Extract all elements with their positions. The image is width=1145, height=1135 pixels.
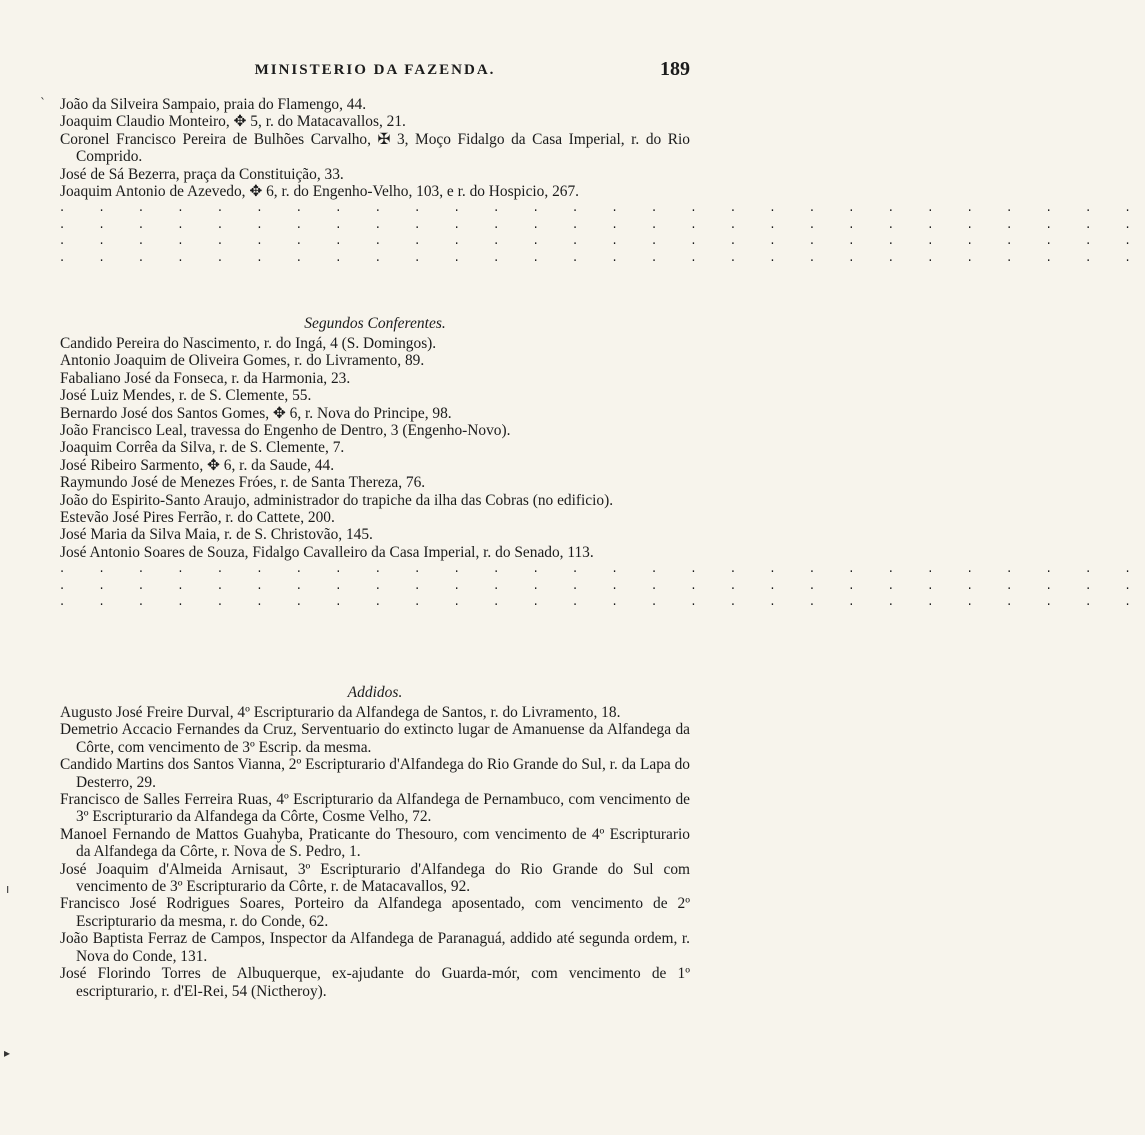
list-item: Estevão José Pires Ferrão, r. do Cattete, 200. bbox=[60, 509, 335, 527]
segundos-conferentes-section bbox=[60, 313, 1145, 611]
margin-mark: ▸ bbox=[4, 1046, 11, 1060]
ellipsis-row: . . . . . . . . . . . . . . . . . . . . . . . . . . . . bbox=[60, 561, 1145, 577]
list-item: Manoel Fernando de Mattos Guahyba, Praticante do Thesouro, com vencimento de 4º Escripturario da Alfandega da Côrte, r. Nova de S. Pedro, 1. bbox=[60, 825, 690, 861]
section-heading: Segundos Conferentes. bbox=[304, 315, 446, 332]
ellipsis-row: . . . . . . . . . . . . . . . . . . . . . . . . . . . . bbox=[60, 233, 1145, 249]
margin-mark: ˋ bbox=[40, 96, 46, 110]
ellipsis-row: . . . . . . . . . . . . . . . . . . . . . . . . . . . . bbox=[60, 577, 1145, 593]
list-item: Antonio Joaquim de Oliveira Gomes, r. do Livramento, 89. bbox=[60, 352, 425, 370]
list-item: José de Sá Bezerra, praça da Constituição, 33. bbox=[60, 165, 344, 183]
list-item: José Luiz Mendes, r. de S. Clemente, 55. bbox=[60, 387, 312, 405]
list-item: Candido Martins dos Santos Vianna, 2º Escripturario d'Alfandega do Rio Grande do Sul, r. da Lapa do Desterro, 29. bbox=[60, 756, 690, 791]
page-number: 189 bbox=[660, 58, 690, 80]
ellipsis-row: . . . . . . . . . . . . . . . . . . . . . . . . . . . . bbox=[60, 216, 1145, 232]
list-item: João do Espirito-Santo Araujo, administrador do trapiche da ilha das Cobras (no edificio). bbox=[60, 491, 614, 509]
list-item: José Joaquim d'Almeida Arnisaut, 3º Escripturario d'Alfandega do Rio Grande do Sul com vencimento de 3º Escripturario da Côrte, r. de Matacavallos, 92. bbox=[60, 860, 690, 896]
list-item: Raymundo José de Menezes Fróes, r. de Santa Thereza, 76. bbox=[60, 474, 426, 492]
page-header bbox=[60, 58, 690, 88]
list-item: Demetrio Accacio Fernandes da Cruz, Serventuario do extincto lugar de Amanuense da Alfandega da Côrte, com vencimento de 3º Escrip. da mesma. bbox=[60, 721, 690, 756]
list-item: João Francisco Leal, travessa do Engenho de Dentro, 3 (Engenho-Novo). bbox=[60, 422, 511, 440]
list-item: Candido Pereira do Nascimento, r. do Ingá, 4 (S. Domingos). bbox=[60, 335, 437, 352]
margin-mark: ı bbox=[6, 882, 10, 896]
list-item: José Antonio Soares de Souza, Fidalgo Cavalleiro da Casa Imperial, r. do Senado, 113. bbox=[60, 543, 594, 561]
ellipsis-row: . . . . . . . . . . . . . . . . . . . . . . . . . . . . bbox=[60, 594, 1145, 610]
top-entries bbox=[60, 96, 1145, 266]
list-item: João da Silveira Sampaio, praia do Flamengo, 44. bbox=[60, 96, 367, 113]
list-item: Coronel Francisco Pereira de Bulhões Carvalho, ✠ 3, Moço Fidalgo da Casa Imperial, r. do Rio Comprido. bbox=[60, 130, 690, 166]
list-item: João Baptista Ferraz de Campos, Inspector da Alfandega de Paranaguá, addido até segunda ordem, r. Nova do Conde, 131. bbox=[60, 930, 690, 965]
addidos-section bbox=[60, 682, 690, 1000]
list-item: Francisco de Salles Ferreira Ruas, 4º Escripturario da Alfandega de Pernambuco, com vencimento de 3º Escripturario da Alfandega da Côrte, Cosme Velho, 72. bbox=[60, 791, 690, 826]
ellipsis-row: . . . . . . . . . . . . . . . . . . . . . . . . . . . . bbox=[60, 249, 1145, 265]
section-heading: Addidos. bbox=[347, 684, 403, 701]
list-item: Augusto José Freire Durval, 4º Escripturario da Alfandega de Santos, r. do Livramento, 18. bbox=[60, 704, 621, 721]
list-item: Bernardo José dos Santos Gomes, ✥ 6, r. Nova do Principe, 98. bbox=[60, 404, 452, 422]
ellipsis-row: . . . . . . . . . . . . . . . . . . . . . . . . . . . . bbox=[60, 200, 1145, 216]
list-item: José Ribeiro Sarmento, ✥ 6, r. da Saude, 44. bbox=[60, 456, 335, 474]
list-item: Francisco José Rodrigues Soares, Porteiro da Alfandega aposentado, com vencimento de 2º Escripturario da mesma, r. do Conde, 62. bbox=[60, 895, 690, 930]
list-item: Fabaliano José da Fonseca, r. da Harmonia, 23. bbox=[60, 369, 351, 387]
running-head: MINISTERIO DA FAZENDA. bbox=[254, 62, 496, 78]
list-item: Joaquim Claudio Monteiro, ✥ 5, r. do Matacavallos, 21. bbox=[60, 113, 406, 131]
list-item: José Maria da Silva Maia, r. de S. Christovão, 145. bbox=[60, 526, 373, 544]
list-item: Joaquim Corrêa da Silva, r. de S. Clemente, 7. bbox=[60, 439, 345, 457]
list-item: Joaquim Antonio de Azevedo, ✥ 6, r. do Engenho-Velho, 103, e r. do Hospicio, 267. bbox=[60, 183, 580, 201]
list-item: José Florindo Torres de Albuquerque, ex-ajudante do Guarda-mór, com vencimento de 1º escripturario, r. d'El-Rei, 54 (Nictheroy). bbox=[60, 965, 690, 1000]
